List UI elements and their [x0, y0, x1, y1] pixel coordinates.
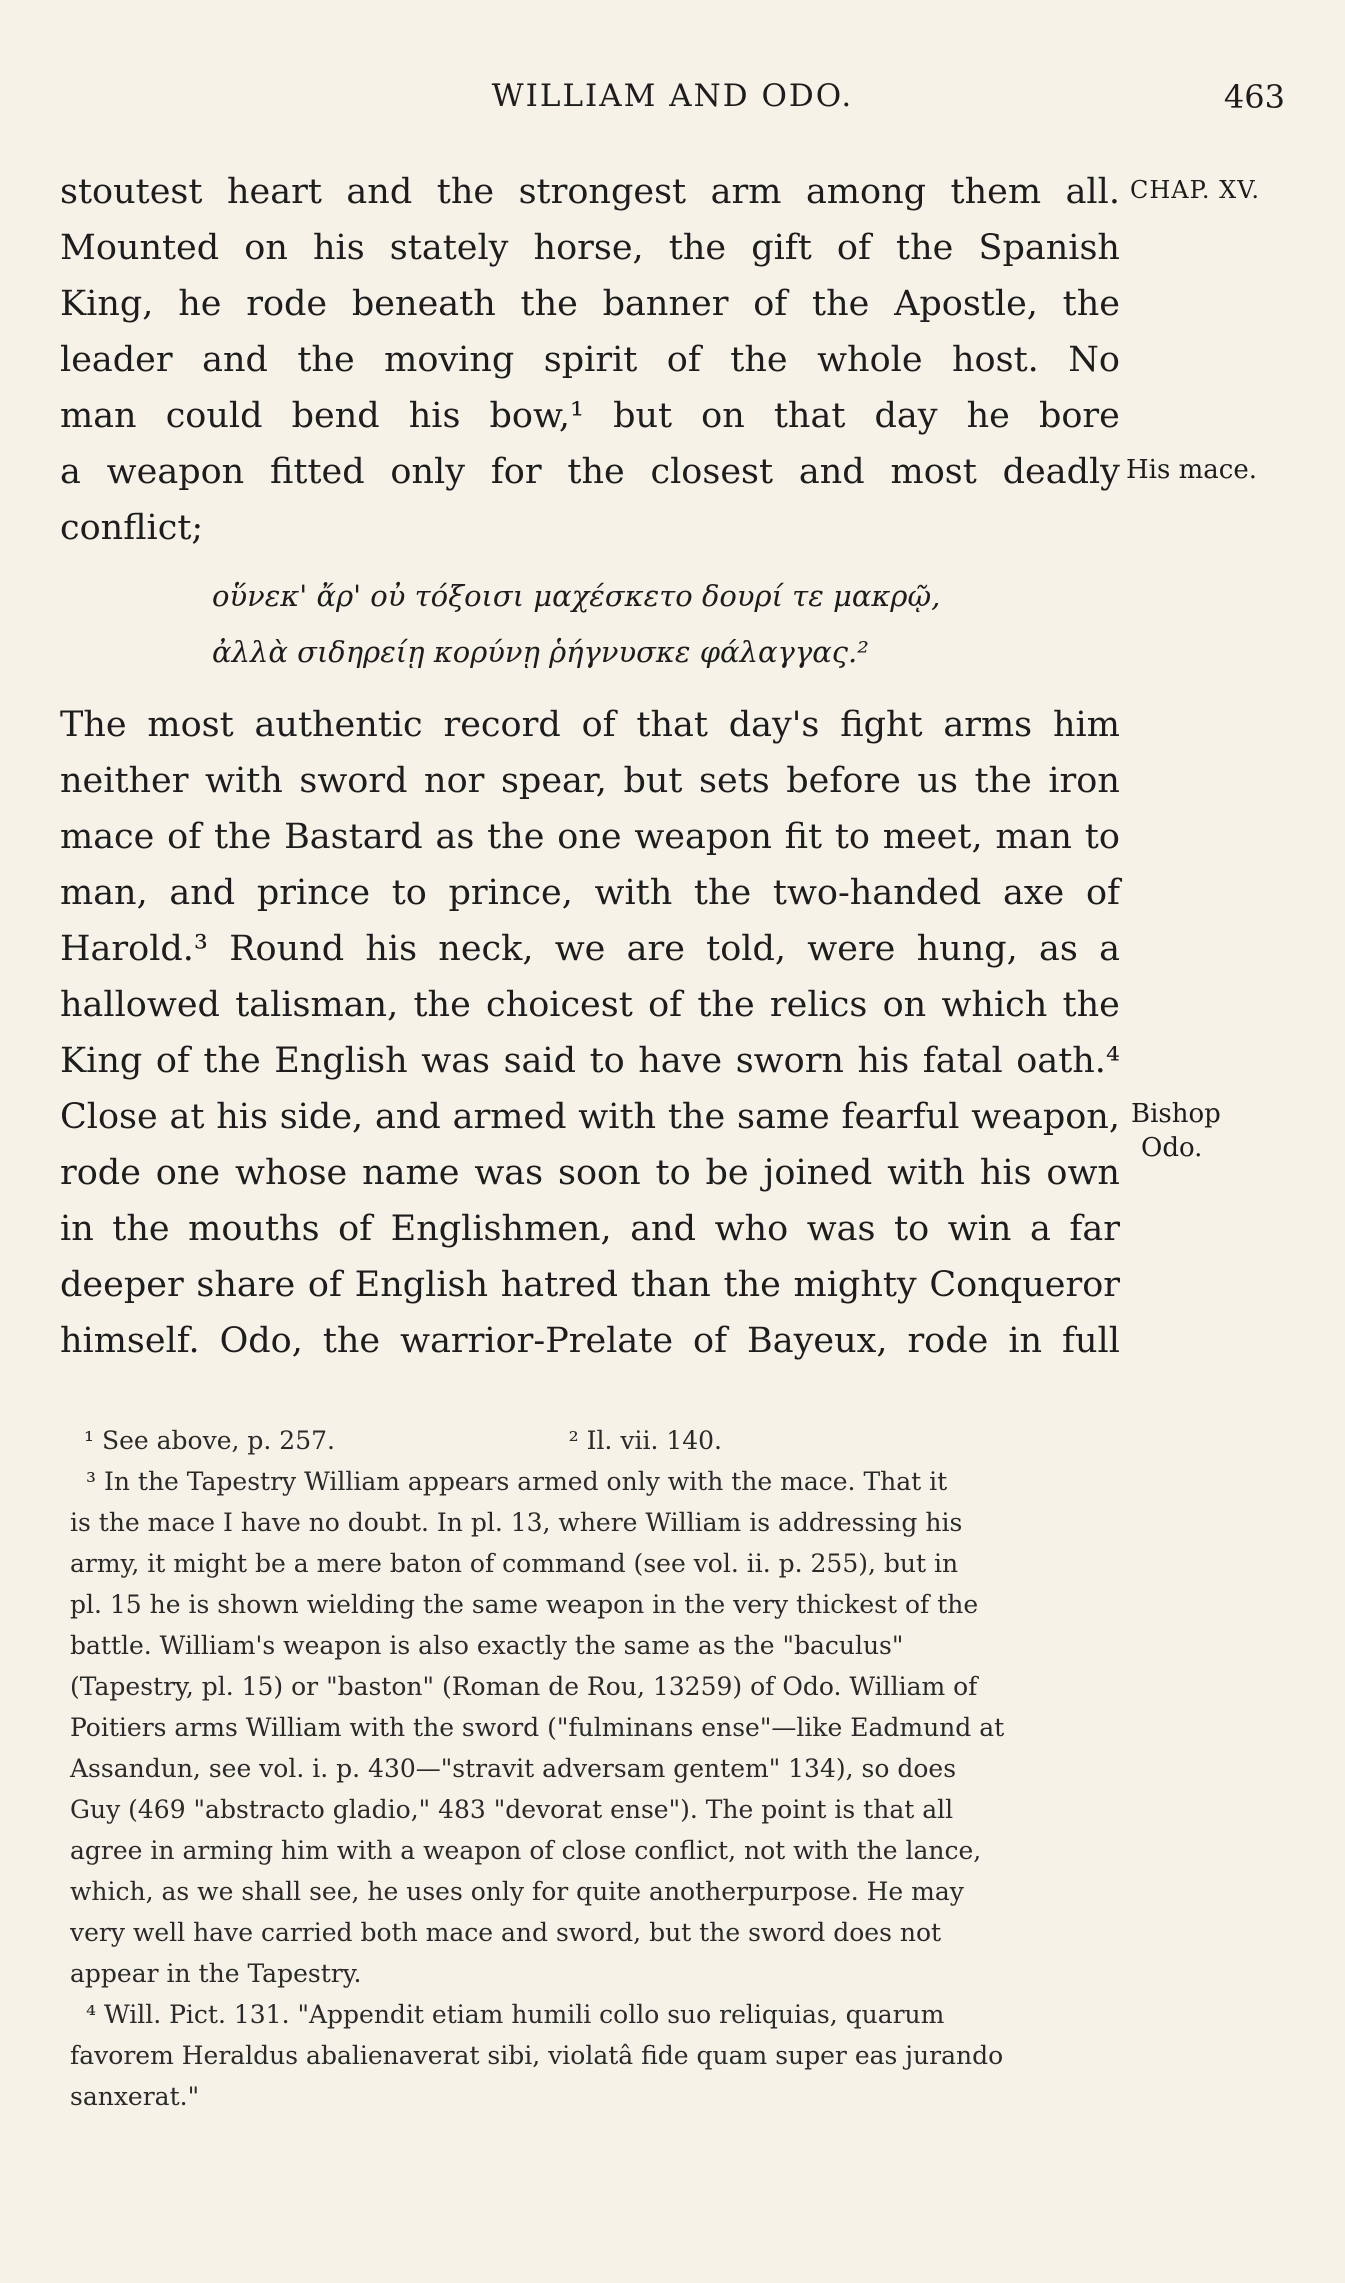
- word: us: [917, 761, 958, 801]
- word: authentic: [254, 705, 423, 745]
- word: only: [390, 452, 466, 492]
- word: in: [60, 1209, 94, 1249]
- footnote-3-line: pl. 15 he is shown wielding the same weapon in the very thickest of the: [70, 1590, 979, 1619]
- word: talisman,: [235, 985, 399, 1025]
- word: sword: [299, 761, 408, 801]
- footnote-3-line: Assandun, see vol. i. p. 430—"stravit adversam gentem" 134), so does: [70, 1754, 957, 1783]
- word: the: [812, 284, 870, 324]
- word: horse,: [533, 228, 644, 268]
- footnote-3-line: Guy (469 "abstracto gladio," 483 "devorat ense"). The point is that all: [70, 1795, 954, 1824]
- word: same: [736, 1097, 830, 1137]
- word: whose: [235, 1153, 348, 1193]
- word: one: [557, 817, 622, 857]
- word: for: [490, 452, 542, 492]
- text-line: [60, 220, 1120, 276]
- word: himself.: [60, 1321, 200, 1361]
- word: Bastard: [284, 817, 423, 857]
- word: man: [60, 396, 137, 436]
- margin-note-chapter: CHAP. XV.: [1130, 176, 1261, 204]
- word: Conqueror: [929, 1265, 1120, 1305]
- word: relics: [769, 985, 868, 1025]
- word: to: [391, 873, 427, 913]
- word: to: [589, 1041, 625, 1081]
- word: a: [1099, 929, 1120, 969]
- word: with: [887, 1153, 965, 1193]
- word: was: [474, 1153, 544, 1193]
- word: the: [667, 1097, 726, 1137]
- word: sworn: [735, 1041, 844, 1081]
- word: that: [773, 396, 846, 436]
- word: hallowed: [60, 985, 220, 1025]
- footnotes: [70, 1420, 1122, 2117]
- word: Apostle,: [894, 284, 1038, 324]
- word: his: [216, 1097, 268, 1137]
- text-line: [60, 1145, 1120, 1201]
- word: deeper: [60, 1265, 184, 1305]
- paragraph-1: [60, 164, 1120, 556]
- word: and: [202, 340, 268, 380]
- word: hung,: [916, 929, 1018, 969]
- word: we: [554, 929, 606, 969]
- text-line: [60, 276, 1120, 332]
- word: at: [169, 1097, 205, 1137]
- word: spirit: [543, 340, 638, 380]
- word: the: [896, 228, 954, 268]
- word: his: [857, 1041, 910, 1081]
- word: sets: [699, 761, 770, 801]
- text-line: [60, 921, 1120, 977]
- word: King: [60, 1041, 143, 1081]
- word: than: [630, 1265, 711, 1305]
- word: on: [701, 396, 745, 436]
- word: the: [487, 817, 545, 857]
- paragraph-2: [60, 697, 1120, 1369]
- word: but: [623, 761, 683, 801]
- word: armed: [452, 1097, 567, 1137]
- word: of: [836, 228, 871, 268]
- word: was: [806, 1209, 876, 1249]
- word: of: [155, 1041, 190, 1081]
- word: his: [408, 396, 461, 436]
- text-line: [60, 1033, 1120, 1089]
- word: record: [443, 705, 561, 745]
- word: man: [995, 817, 1072, 857]
- word: as: [1039, 929, 1078, 969]
- margin-note-bishop: [1131, 1097, 1221, 1165]
- text-line: [60, 1313, 1120, 1369]
- word: have: [638, 1041, 723, 1081]
- word: fitted: [270, 452, 365, 492]
- word: with: [578, 1097, 657, 1137]
- word: Bayeux,: [747, 1321, 888, 1361]
- word: of: [753, 284, 788, 324]
- word: them: [950, 172, 1042, 212]
- word: King,: [60, 284, 154, 324]
- footnote-3-line: agree in arming him with a weapon of close conflict, not with the lance,: [70, 1836, 982, 1865]
- word: one: [155, 1153, 221, 1193]
- word: who: [714, 1209, 789, 1249]
- word: stately: [389, 228, 509, 268]
- word: he: [966, 396, 1010, 436]
- word: with: [205, 761, 283, 801]
- footnote-4-line: favorem Heraldus abalienaverat sibi, violatâ fide quam super eas jurando: [70, 2041, 1004, 2070]
- footnote-3-line: ³ In the Tapestry William appears armed only with the mace. That it: [86, 1467, 948, 1496]
- word: was: [421, 1041, 491, 1081]
- word: and: [630, 1209, 697, 1249]
- word: day's: [728, 705, 820, 745]
- footnote-4-line: sanxerat.": [70, 2082, 200, 2111]
- word: which: [941, 985, 1048, 1025]
- word: warrior-Prelate: [400, 1321, 674, 1361]
- word: fatal: [922, 1041, 1003, 1081]
- word: Round: [229, 929, 345, 969]
- word: most: [890, 452, 977, 492]
- word: before: [786, 761, 901, 801]
- word: his: [313, 228, 365, 268]
- text-line: [60, 697, 1120, 753]
- word: choicest: [486, 985, 633, 1025]
- word: host.: [952, 340, 1039, 380]
- word: full: [1062, 1321, 1120, 1361]
- word: man,: [60, 873, 148, 913]
- text-line: [60, 1201, 1120, 1257]
- word: in: [1008, 1321, 1043, 1361]
- word: prince: [256, 873, 371, 913]
- word: moving: [384, 340, 515, 380]
- text-line: [60, 332, 1120, 388]
- word: all.: [1065, 172, 1120, 212]
- word: were: [807, 929, 896, 969]
- word: arm: [710, 172, 782, 212]
- word: rode: [246, 284, 328, 324]
- word: heart: [226, 172, 322, 212]
- word: his: [979, 1153, 1032, 1193]
- word: own: [1046, 1153, 1120, 1193]
- footnote-3-line: appear in the Tapestry.: [70, 1959, 362, 1988]
- word: and: [346, 172, 413, 212]
- word: bend: [291, 396, 380, 436]
- word: the: [203, 1041, 261, 1081]
- word: of: [648, 985, 683, 1025]
- word: to: [655, 1153, 691, 1193]
- word: on: [882, 985, 927, 1025]
- word: mace: [60, 817, 155, 857]
- word: the: [297, 340, 355, 380]
- word: fearful: [841, 1097, 960, 1137]
- word: said: [503, 1041, 577, 1081]
- quote-line: οὕνεκ' ἄρ' οὐ τόξοισι μαχέσκετο δουρί τε μακρῷ,: [212, 579, 941, 613]
- word: axe: [1002, 873, 1065, 913]
- word: neck,: [438, 929, 534, 969]
- footnote-2: ² Il. vii. 140.: [568, 1426, 722, 1455]
- word: banner: [602, 284, 729, 324]
- word: that: [636, 705, 708, 745]
- word: meet,: [882, 817, 983, 857]
- word: the: [1062, 284, 1120, 324]
- word: of: [581, 705, 616, 745]
- footnote-4-line: ⁴ Will. Pict. 131. "Appendit etiam humili collo suo reliquias, quarum: [86, 2000, 945, 2029]
- word: a: [1029, 1209, 1051, 1249]
- footnote-row: [70, 1420, 1122, 1461]
- word: spear,: [500, 761, 607, 801]
- word: of: [693, 1321, 728, 1361]
- word: weapon: [106, 452, 245, 492]
- word: the: [213, 817, 272, 857]
- word: English: [354, 1265, 489, 1305]
- word: gift: [751, 228, 812, 268]
- word: far: [1069, 1209, 1120, 1249]
- word: fight: [840, 705, 923, 745]
- footnote-3-line: army, it might be a mere baton of command (see vol. ii. p. 255), but in: [70, 1549, 959, 1578]
- text-line: [60, 388, 1120, 444]
- word: the: [436, 172, 495, 212]
- word: win: [947, 1209, 1012, 1249]
- text-line: [60, 1257, 1120, 1313]
- word: but: [613, 396, 673, 436]
- word: stoutest: [60, 172, 203, 212]
- word: of: [307, 1265, 342, 1305]
- word: told,: [706, 929, 787, 969]
- word: mighty: [793, 1265, 917, 1305]
- word: and: [374, 1097, 441, 1137]
- text-line: conflict;: [60, 508, 204, 548]
- word: the: [413, 985, 471, 1025]
- word: fit: [784, 817, 823, 857]
- word: No: [1068, 340, 1120, 380]
- word: neither: [60, 761, 189, 801]
- word: day: [874, 396, 938, 436]
- word: weapon,: [971, 1097, 1120, 1137]
- word: bore: [1038, 396, 1120, 436]
- word: the: [567, 452, 625, 492]
- word: and: [798, 452, 865, 492]
- word: hatred: [500, 1265, 619, 1305]
- word: Close: [60, 1097, 158, 1137]
- footnote-3-line: Poitiers arms William with the sword ("fulminans ense"—like Eadmund at: [70, 1713, 1005, 1742]
- word: bow,¹: [489, 396, 584, 436]
- word: he: [178, 284, 222, 324]
- text-line: [60, 809, 1120, 865]
- word: the: [974, 761, 1032, 801]
- word: the: [723, 1265, 781, 1305]
- word: the: [322, 1321, 381, 1361]
- word: be: [705, 1153, 749, 1193]
- word: iron: [1048, 761, 1120, 801]
- word: the: [693, 873, 752, 913]
- word: strongest: [518, 172, 687, 212]
- footnote-3-line: very well have carried both mace and sword, but the sword does not: [70, 1918, 942, 1947]
- word: could: [165, 396, 263, 436]
- word: nor: [424, 761, 485, 801]
- word: prince,: [448, 873, 573, 913]
- text-line: [60, 753, 1120, 809]
- word: oath.⁴: [1016, 1041, 1120, 1081]
- word: his: [365, 929, 418, 969]
- word: the: [697, 985, 755, 1025]
- word: soon: [557, 1153, 641, 1193]
- page-header: [60, 78, 1285, 128]
- word: Spanish: [978, 228, 1120, 268]
- text-line: [60, 865, 1120, 921]
- margin-note-mace: His mace.: [1126, 455, 1257, 485]
- word: of: [338, 1209, 373, 1249]
- word: arms: [943, 705, 1033, 745]
- footnote-1: ¹ See above, p. 257.: [84, 1426, 335, 1455]
- word: Harold.³: [60, 929, 208, 969]
- word: the: [1062, 985, 1120, 1025]
- word: on: [244, 228, 288, 268]
- word: the: [668, 228, 727, 268]
- word: side,: [279, 1097, 364, 1137]
- page-number: 463: [1223, 78, 1285, 116]
- word: of: [666, 340, 701, 380]
- word: beneath: [351, 284, 496, 324]
- word: English: [274, 1041, 408, 1081]
- word: among: [805, 172, 927, 212]
- text-line: [60, 164, 1120, 220]
- word: with: [594, 873, 673, 913]
- word: deadly: [1002, 452, 1120, 492]
- word: of: [1085, 873, 1120, 913]
- word: the: [112, 1209, 170, 1249]
- word: the: [520, 284, 578, 324]
- word: Mounted: [60, 228, 220, 268]
- word: of: [167, 817, 202, 857]
- word: him: [1052, 705, 1120, 745]
- margin-note-bishop-line2: Odo.: [1141, 1133, 1203, 1163]
- word: closest: [650, 452, 774, 492]
- word: name: [362, 1153, 460, 1193]
- footnote-3-line: (Tapestry, pl. 15) or "baston" (Roman de Rou, 13259) of Odo. William of: [70, 1672, 978, 1701]
- word: two-handed: [772, 873, 982, 913]
- word: are: [626, 929, 685, 969]
- greek-quotation: [212, 568, 940, 680]
- word: mouths: [188, 1209, 320, 1249]
- text-line: [60, 977, 1120, 1033]
- word: to: [834, 817, 870, 857]
- margin-note-bishop-line1: Bishop: [1131, 1099, 1221, 1129]
- quote-line: ἀλλὰ σιδηρείῃ κορύνῃ ῥήγνυσκε φάλαγγας.²: [212, 635, 869, 669]
- word: as: [435, 817, 475, 857]
- word: Odo,: [219, 1321, 303, 1361]
- word: share: [196, 1265, 296, 1305]
- footnote-3-line: which, as we shall see, he uses only for quite anotherpurpose. He may: [70, 1877, 964, 1906]
- text-line: [60, 444, 1120, 500]
- word: most: [147, 705, 234, 745]
- word: to: [1084, 817, 1120, 857]
- word: whole: [817, 340, 923, 380]
- word: rode: [907, 1321, 989, 1361]
- word: joined: [763, 1153, 873, 1193]
- word: the: [730, 340, 788, 380]
- word: rode: [60, 1153, 141, 1193]
- word: to: [894, 1209, 930, 1249]
- word: The: [60, 705, 127, 745]
- footnote-3-line: battle. William's weapon is also exactly the same as the "baculus": [70, 1631, 904, 1660]
- running-title: WILLIAM AND ODO.: [491, 78, 854, 114]
- word: a: [60, 452, 81, 492]
- word: Englishmen,: [390, 1209, 612, 1249]
- word: weapon: [634, 817, 772, 857]
- text-line: [60, 1089, 1120, 1145]
- word: leader: [60, 340, 173, 380]
- word: and: [169, 873, 236, 913]
- footnote-3-line: is the mace I have no doubt. In pl. 13, where William is addressing his: [70, 1508, 963, 1537]
